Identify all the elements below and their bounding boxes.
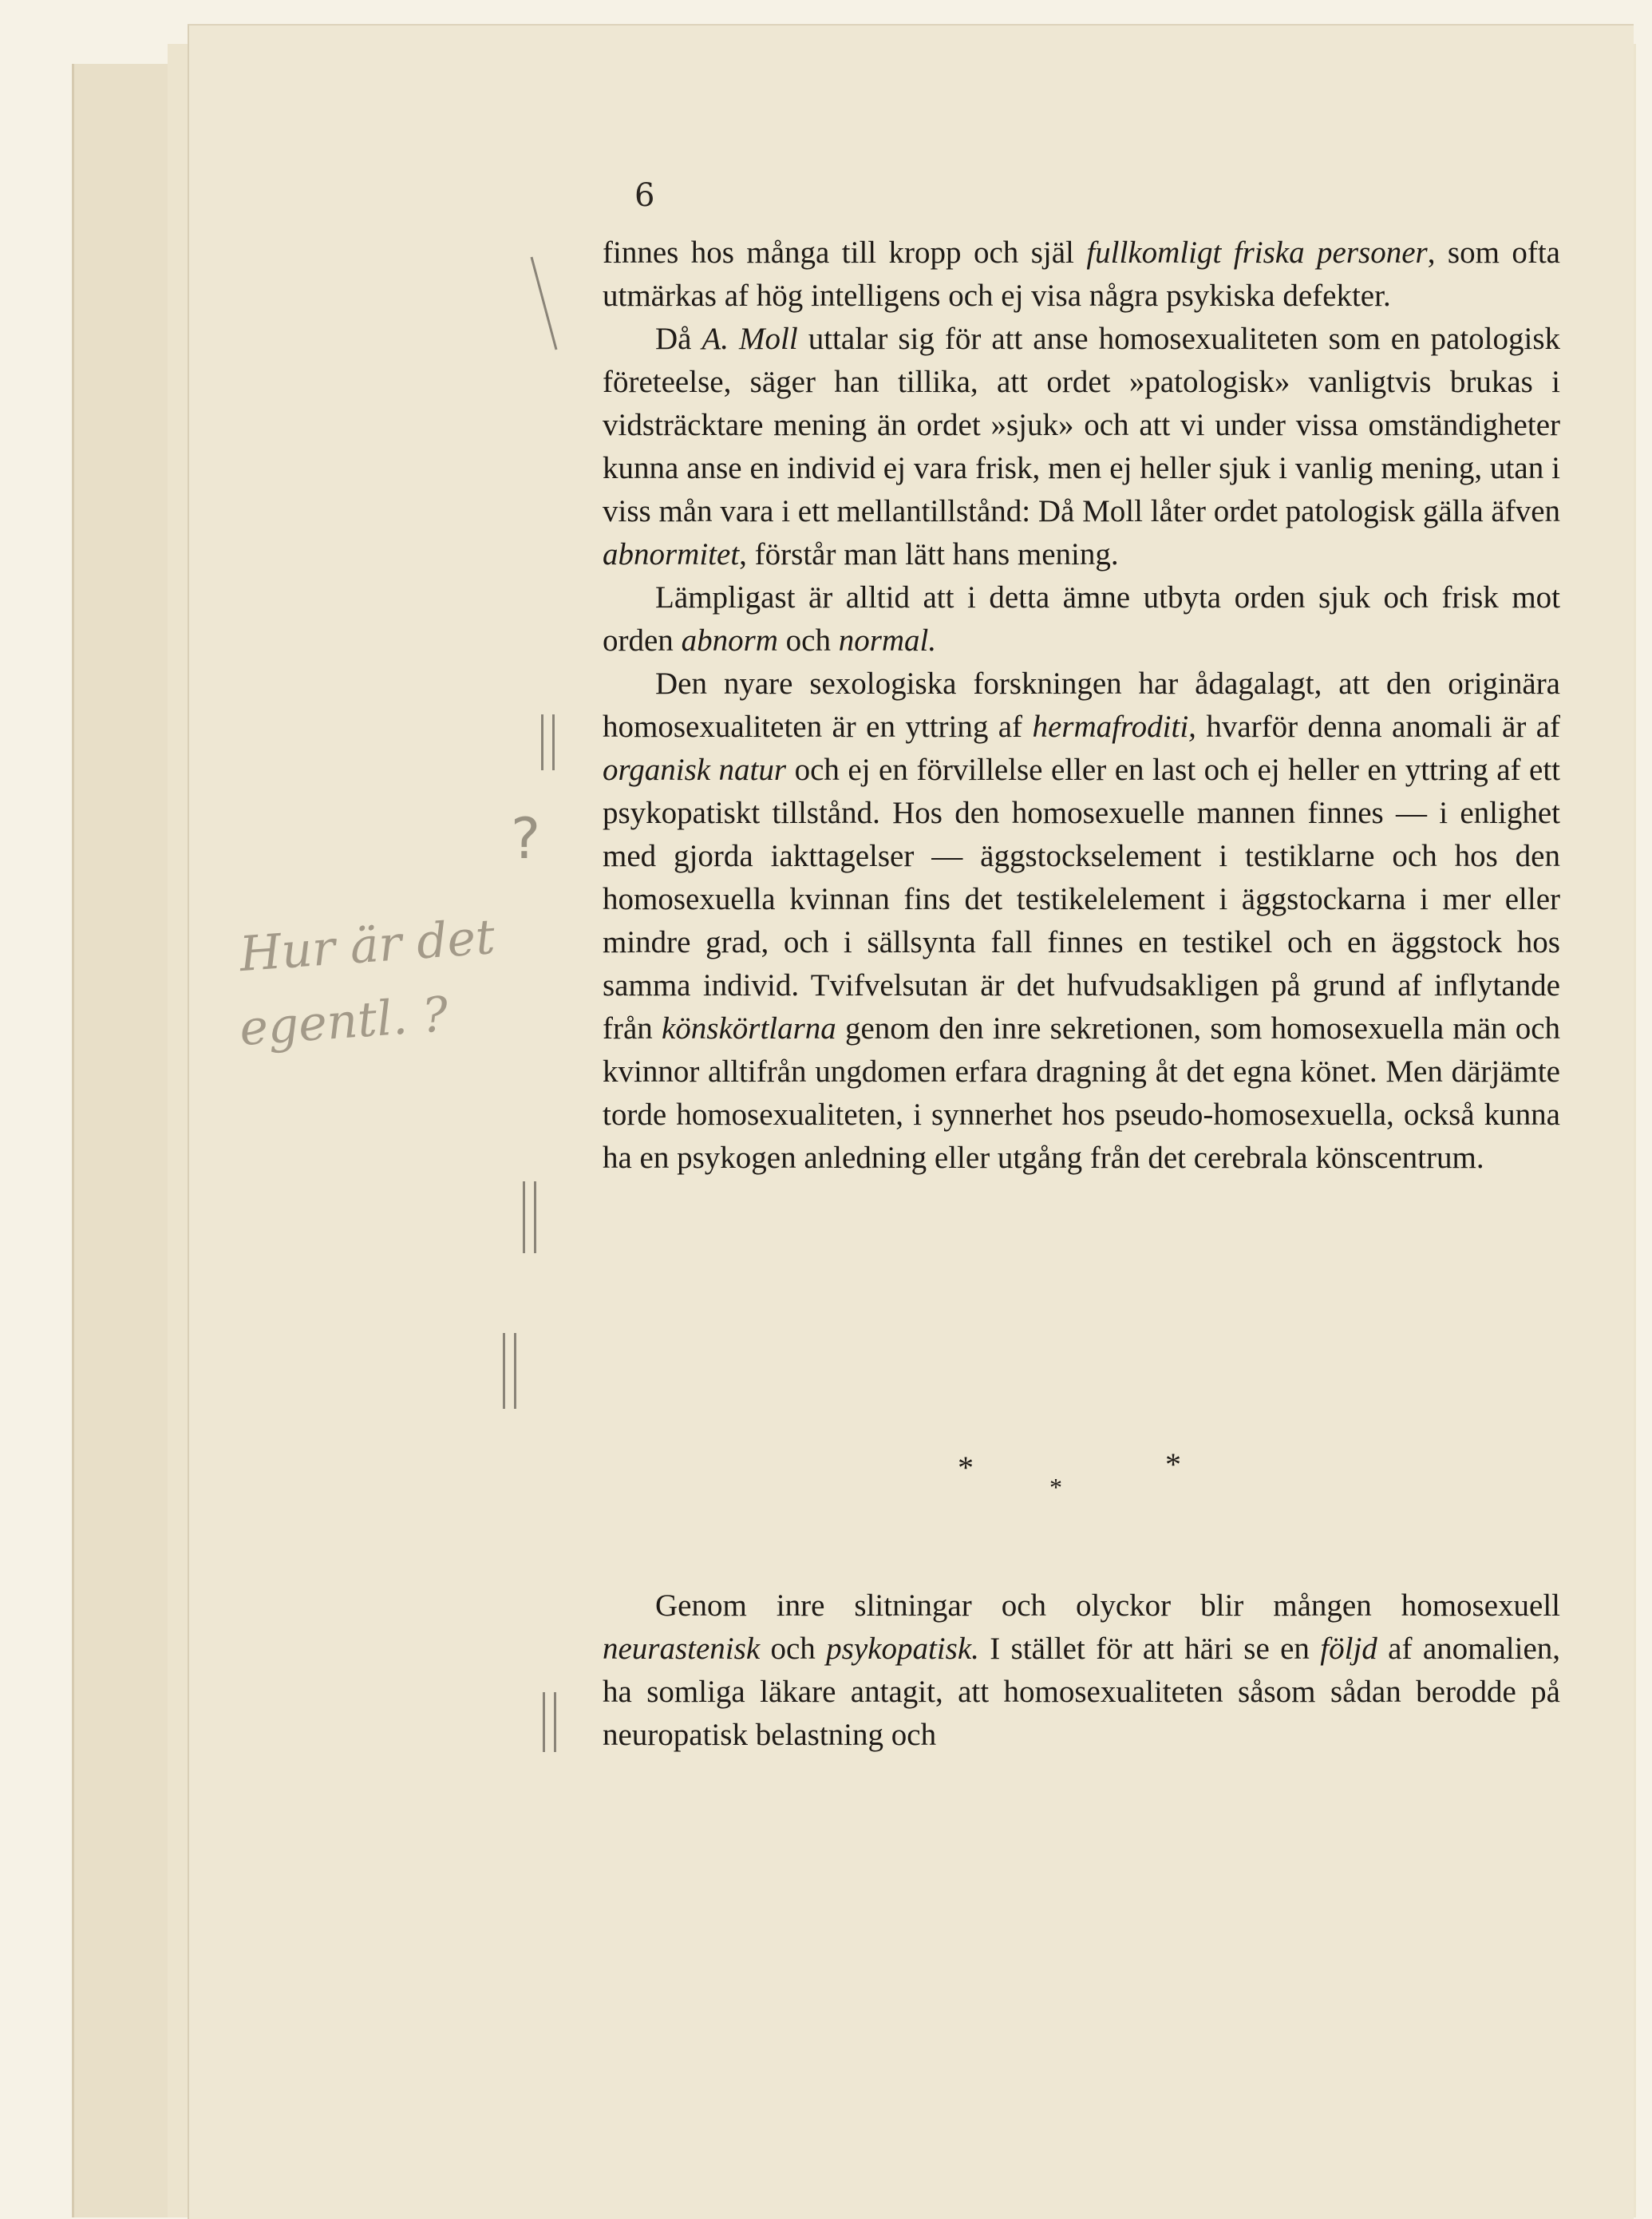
text-run: och <box>760 1632 827 1666</box>
text-run: I stället för att häri se en <box>978 1632 1321 1666</box>
italic-text: normal. <box>838 623 937 658</box>
text-run: Lämpligast är alltid att i detta ämne utbyta orden sjuk och frisk mot orden <box>603 580 1560 658</box>
text-run: finnes hos många till kropp och själ <box>603 235 1087 270</box>
separator-asterisk-1: * <box>958 1450 974 1485</box>
pencil-double-bar-3 <box>503 1333 519 1409</box>
pencil-question-mark: ? <box>511 806 541 872</box>
italic-text: hermafroditi, <box>1032 710 1196 744</box>
separator-asterisk-2: * <box>1049 1473 1062 1501</box>
text-run: Den nyare sexologiska forskningen har ådagalagt, att den originära homosexualiteten är en yttring af <box>603 666 1560 744</box>
handwritten-margin-note-line-1: Hur är det <box>237 908 497 983</box>
paragraph-p5 <box>603 1584 1560 1757</box>
page-number: 6 <box>634 177 655 214</box>
handwritten-margin-note-line-2: egentl. ? <box>237 986 450 1058</box>
italic-text: psykopatisk. <box>826 1632 979 1666</box>
paragraph-p3 <box>603 576 1560 663</box>
paragraph-p1 <box>603 231 1560 318</box>
text-run: hvarför denna anomali är af <box>1196 710 1560 744</box>
separator-asterisk-3: * <box>1165 1446 1181 1482</box>
text-run: Då <box>655 322 702 356</box>
text-run: uttalar sig för att anse homosexualiteten som en patologisk företeelse, säger han tillika, att ordet »patologisk» vanligtvis brukas i vidsträcktare mening än ordet »sjuk» och att vi under vissa omständigheter kunna anse en individ ej vara frisk, men ej heller sjuk i vanlig mening, utan i viss mån vara i ett mellantillstånd: Då Moll låter ordet patologisk gälla äfven <box>603 322 1561 528</box>
pencil-double-bar-4 <box>543 1692 559 1752</box>
text-run: , förstår man lätt hans mening. <box>739 537 1119 572</box>
italic-text: könskörtlarna <box>661 1011 836 1046</box>
text-run: genom den inre sekretionen, som homosexuella män och kvinnor alltifrån ungdomen erfara dragning åt det egna könet. Men därjämte torde homosexualiteten, i synnerhet hos pseudo-homosexuella, också kunna ha en psykogen anledning eller utgång från det cerebrala könscentrum. <box>603 1011 1560 1175</box>
italic-text: följd <box>1320 1632 1377 1666</box>
main-text-top <box>603 231 1560 1180</box>
pencil-double-bar-1 <box>541 714 557 770</box>
italic-text: neurastenisk <box>603 1632 761 1666</box>
italic-text: abnormitet <box>603 537 740 572</box>
italic-text: fullkomligt friska personer <box>1086 235 1428 270</box>
paragraph-p4 <box>603 663 1560 1180</box>
paragraph-p2 <box>603 318 1560 576</box>
text-run: Genom inre slitningar och olyckor blir mången homosexuell <box>655 1588 1560 1623</box>
pencil-double-bar-2 <box>523 1181 539 1253</box>
text-run: och ej en förvillelse eller en last och ej heller en yttring af ett psykopatiskt tillstånd. Hos den homosexuelle mannen finnes — i enlighet med gjorda iakttagelser — äggstockselement i testiklarne och hos den homosexuella kvinnan fins det testikelelement i äggstockarna i mer eller mindre grad, och i sällsynta fall finnes en testikel och en äggstock hos samma individ. Tvifvelsutan är det hufvudsakligen på grund af inflytande från <box>603 753 1560 1046</box>
text-run: och <box>777 623 839 658</box>
text-run: , som ofta utmärkas af hög intelligens och ej visa några psykiska defekter. <box>603 235 1560 313</box>
italic-text: A. Moll <box>702 322 798 356</box>
main-text-bottom <box>603 1584 1560 1757</box>
text-run: af anomalien, ha somliga läkare antagit, att homosexualiteten såsom sådan berodde på neuropatisk belastning och <box>603 1632 1560 1752</box>
italic-text: abnorm <box>681 623 778 658</box>
italic-text: organisk natur <box>603 753 787 787</box>
